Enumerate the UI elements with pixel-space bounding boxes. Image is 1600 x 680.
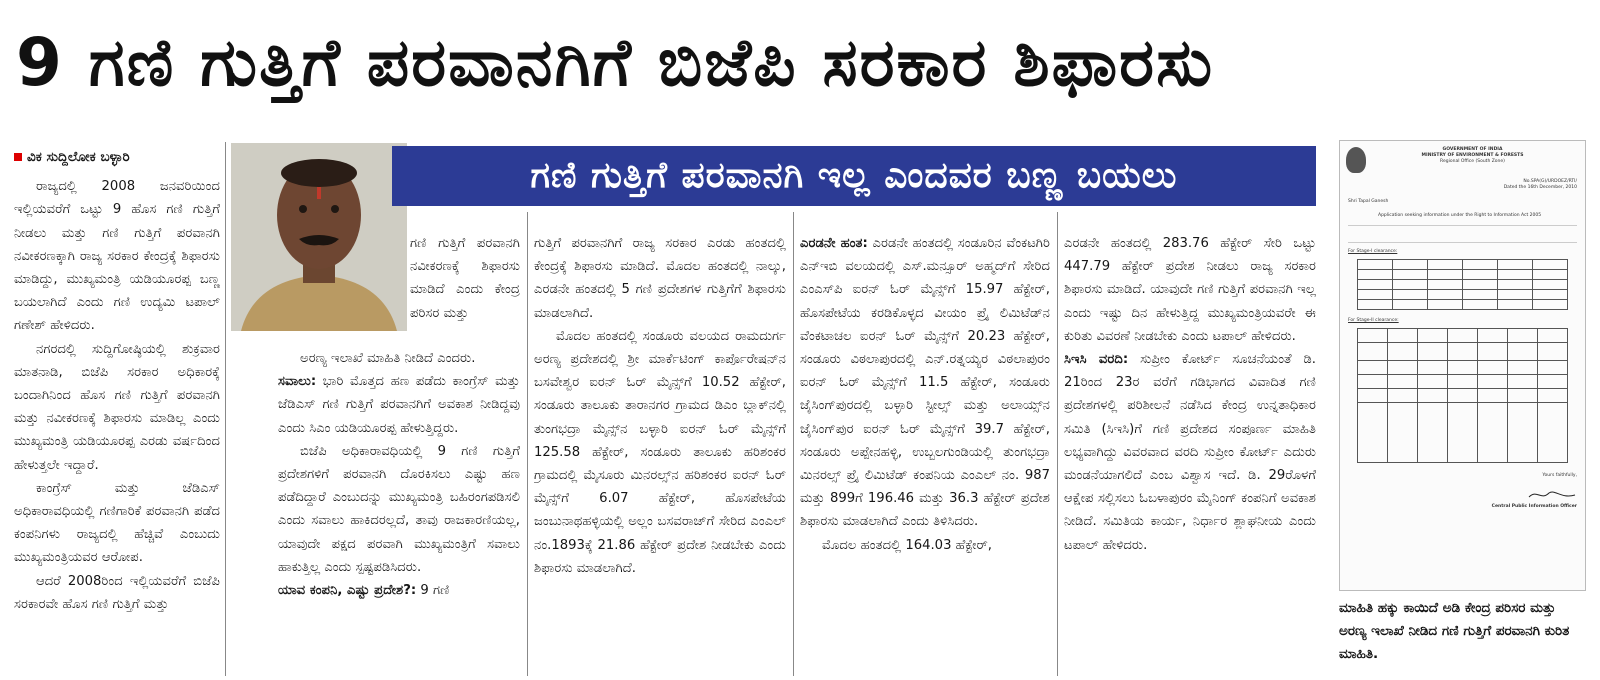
paragraph: ಮೊದಲ ಹಂತದಲ್ಲಿ ಸಂಡೂರು ವಲಯದ ರಾಮದುರ್ಗ ಅರಣ್ಯ ಪ್ರದೇಶದಲ್ಲಿ ಶ್ರೀ ಮಾರ್ಕೆಟಿಂಗ್ ಕಾರ್ಪೊರೇಷನ್‌ನ ಬಸವೇಶ್ವರ ಐರನ್ ಓರ್ ಮೈನ್ಸ್‌ಗೆ 10.52 ಹೆಕ್ಟೇರ್, ಸಂಡೂರು ತಾಲೂಕು ತಾರಾನಗರ ಗ್ರಾಮದ ಡಿಎಂ ಬ್ಲಾಕ್‌ನಲ್ಲಿ ತುಂಗಭದ್ರಾ ಮೈನ್ಸ್‌ನ ಬಳ್ಳಾರಿ ಐರನ್ ಓರ್ ಮೈನ್ಸ್‌ಗೆ 125.58 ಹೆಕ್ಟೇರ್, ಸಂಡೂರು ತಾಲೂಕು ಹರಿಶಂಕರ ಗ್ರಾಮದಲ್ಲಿ ಮೈಸೂರು ಮಿನರಲ್ಸ್‌ನ ಹರಿಶಂಕರ ಐರನ್ ಓರ್ ಮೈನ್ಸ್‌ಗೆ 6.07 ಹೆಕ್ಟೇರ್, ಹೊಸಪೇಟೆಯ ಜಂಬುನಾಥಹಳ್ಳಿಯಲ್ಲಿ ಅಲ್ಲಂ ಬಸವರಾಜ್‌ಗೆ ಸೇರಿದ ಎಂಎಲ್ ನಂ.1893ಕ್ಕೆ 21.86 ಹೆಕ್ಟೇರ್ ಪ್ರದೇಶ ನೀಡಬೇಕು ಎಂದು ಶಿಫಾರಸು ಮಾಡಲಾಗಿದೆ.: [534, 328, 786, 576]
headline: 9 ಗಣಿ ಗುತ್ತಿಗೆ ಪರವಾನಗಿಗೆ ಬಿಜೆಪಿ ಸರಕಾರ ಶಿಫಾರಸು: [16, 24, 1215, 101]
paragraph: ಕಾಂಗ್ರೆಸ್ ಮತ್ತು ಜೆಡಿಎಸ್ ಅಧಿಕಾರಾವಧಿಯಲ್ಲಿ ಗಣಿಗಾರಿಕೆ ಪರವಾನಗಿ ಪಡೆದ ಕಂಪನಿಗಳು ರಾಜ್ಯದಲ್ಲಿ ಹೆಚ್ಚಿವೆ ಎಂಬುದು ಮುಖ್ಯಮಂತ್ರಿಯವರ ಆರೋಪ.: [14, 480, 220, 566]
paragraph: ಆದರೆ 2008ರಿಂದ ಇಲ್ಲಿಯವರೆಗೆ ಬಿಜೆಪಿ ಸರಕಾರವೇ ಹೊಸ ಗಣಿ ಗುತ್ತಿಗೆ ಮತ್ತು: [14, 573, 220, 612]
letter-date: Dated the 16th December, 2010: [1503, 185, 1577, 190]
article-column-1: [14, 146, 220, 676]
letter-title: GOVERNMENT OF INDIA: [1442, 147, 1503, 152]
paragraph: 9 ಗಣಿ: [420, 583, 450, 599]
signature-scribble: [1527, 489, 1577, 501]
subheading: ಸವಾಲು:: [278, 374, 317, 390]
letter-body: [1340, 173, 1585, 516]
column-rule: [793, 212, 794, 676]
article-column-2: [278, 347, 520, 676]
letter-signatory: Central Public Information Officer: [1491, 504, 1577, 509]
paragraph: ಅರಣ್ಯ ಇಲಾಖೆ ಮಾಹಿತಿ ನೀಡಿದೆ ಎಂದರು.: [300, 351, 476, 366]
stage-1-table: [1357, 259, 1568, 310]
letter-subject: Application seeking information under the Right to Information Act 2005: [1378, 213, 1542, 218]
byline: [14, 146, 220, 169]
subheading: ಸಿಇಸಿ ವರದಿ:: [1064, 352, 1129, 368]
paragraph: ಭಾರಿ ಮೊತ್ತದ ಹಣ ಪಡೆದು ಕಾಂಗ್ರೆಸ್ ಮತ್ತು ಜೆಡಿಎಸ್ ಗಣಿ ಗುತ್ತಿಗೆ ಪರವಾನಗಿಗೆ ಅವಕಾಶ ನೀಡಿದ್ದವು ಎಂದು ಸಿಎಂ ಯಡಿಯೂರಪ್ಪ ಹೇಳುತ್ತಿದ್ದರು.: [278, 374, 520, 436]
subheading: ಎರಡನೇ ಹಂತ:: [800, 236, 868, 251]
article-column-2-top: [410, 232, 520, 342]
red-square-icon: [14, 153, 22, 161]
article-column-5: [1064, 232, 1316, 676]
stage-2-table: [1357, 328, 1568, 463]
article-column-4: [800, 232, 1050, 676]
paragraph: ಗಣಿ ಗುತ್ತಿಗೆ ಪರವಾನಗಿ ನವೀಕರಣಕ್ಕೆ ಶಿಫಾರಸು ಮಾಡಿದೆ ಎಂದು ಕೇಂದ್ರ ಪರಿಸರ ಮತ್ತು: [410, 236, 520, 321]
column-rule: [1057, 212, 1058, 676]
image-caption: ಮಾಹಿತಿ ಹಕ್ಕು ಕಾಯಿದೆ ಅಡಿ ಕೇಂದ್ರ ಪರಿಸರ ಮತ್ತು ಅರಣ್ಯ ಇಲಾಖೆ ನೀಡಿದ ಗಣಿ ಗುತ್ತಿಗೆ ಪರವಾನಗಿ ಕುರಿತ ಮಾಹಿತಿ.: [1339, 600, 1570, 662]
paragraph: ಎರಡನೇ ಹಂತದಲ್ಲಿ ಸಂಡೂರಿನ ವೆಂಕಟಗಿರಿ ಎನ್‌ಇಬಿ ವಲಯದಲ್ಲಿ ಎಸ್.ಮನ್ಸೂರ್ ಅಹ್ಮದ್‌ಗೆ ಸೇರಿದ ಎಂಎಸ್‌ಪಿ ಐರನ್ ಓರ್ ಮೈನ್ಸ್‌ಗೆ 15.97 ಹೆಕ್ಟೇರ್, ಹೊಸಪೇಟೆಯ ಕರಡಿಕೊಳ್ಳದ ವೀಯಂ ಪ್ರೈ ಲಿಮಿಟೆಡ್‌ನ ವೆಂಕಟಾಚಲ ಐರನ್ ಓರ್ ಮೈನ್ಸ್‌ಗೆ 20.23 ಹೆಕ್ಟೇರ್, ಸಂಡೂರು ವಿಠಲಾಪುರದಲ್ಲಿ ಎನ್.ರತ್ನಯ್ಯರ ವಿಠಲಾಪುರಂ ಐರನ್ ಓರ್ ಮೈನ್ಸ್‌ಗೆ 11.5 ಹೆಕ್ಟೇರ್, ಸಂಡೂರು ಜೈಸಿಂಗ್‌ಪುರದಲ್ಲಿ ಬಳ್ಳಾರಿ ಸ್ಟೀಲ್ಸ್ ಮತ್ತು ಅಲಾಯ್ಸ್‌ನ ಜೈಸಿಂಗ್‌ಪುರ ಐರನ್ ಓರ್ ಮೈನ್ಸ್‌ಗೆ 39.7 ಹೆಕ್ಟೇರ್, ಸಂಡೂರು ಅಪ್ಪೇನಹಳ್ಳಿ, ಉಬ್ಬಲಗುಂಡಿಯಲ್ಲಿ ತುಂಗಭದ್ರಾ ಮಿನರಲ್ಸ್ ಪ್ರೈ ಲಿಮಿಟೆಡ್ ಕಂಪನಿಯ ಎಂಎಲ್ ನಂ. 987 ಮತ್ತು 899ಗೆ 196.46 ಮತ್ತು 36.3 ಹೆಕ್ಟೇರ್ ಪ್ರದೇಶ ಶಿಫಾರಸು ಮಾಡಲಾಗಿದೆ ಎಂದು ತಿಳಿಸಿದರು.: [800, 236, 1050, 530]
portrait-illustration: [231, 143, 407, 331]
column-rule: [527, 212, 528, 676]
paragraph: ಎರಡನೇ ಹಂತದಲ್ಲಿ 283.76 ಹೆಕ್ಟೇರ್ ಸೇರಿ ಒಟ್ಟು 447.79 ಹೆಕ್ಟೇರ್ ಪ್ರದೇಶ ನೀಡಲು ರಾಜ್ಯ ಸರಕಾರ ಶಿಫಾರಸು ಮಾಡಿದೆ. ಯಾವುದೇ ಗಣಿ ಗುತ್ತಿಗೆ ಪರವಾನಗಿ ಇಲ್ಲ ಎಂದು ಇಷ್ಟು ದಿನ ಹೇಳುತ್ತಿದ್ದ ಮುಖ್ಯಮಂತ್ರಿಯವರೇ ಈ ಕುರಿತು ವಿವರಣೆ ನೀಡಬೇಕು ಎಂದು ಟಪಾಲ್ ಹೇಳಿದರು.: [1064, 236, 1316, 344]
rti-letter-image: [1339, 140, 1586, 591]
letter-to: Shri Tapal Ganesh: [1348, 199, 1389, 204]
letter-office: Regional Office (South Zone): [1440, 159, 1505, 164]
subheading: ಯಾವ ಕಂಪನಿ, ಎಷ್ಟು ಪ್ರದೇಶ?:: [278, 583, 417, 599]
column-rule: [225, 142, 226, 676]
paragraph: ಗುತ್ತಿಗೆ ಪರವಾನಗಿಗೆ ರಾಜ್ಯ ಸರಕಾರ ಎರಡು ಹಂತದಲ್ಲಿ ಕೇಂದ್ರಕ್ಕೆ ಶಿಫಾರಸು ಮಾಡಿದೆ. ಮೊದಲ ಹಂತದಲ್ಲಿ ನಾಲ್ಕು, ಎರಡನೇ ಹಂತದಲ್ಲಿ 5 ಗಣಿ ಪ್ರದೇಶಗಳ ಗುತ್ತಿಗೆಗೆ ಶಿಫಾರಸು ಮಾಡಲಾಗಿದೆ.: [534, 236, 786, 321]
emblem-icon: [1346, 147, 1366, 173]
paragraph: ಬಿಜೆಪಿ ಅಧಿಕಾರಾವಧಿಯಲ್ಲಿ 9 ಗಣಿ ಗುತ್ತಿಗೆ ಪ್ರದೇಶಗಳಿಗೆ ಪರವಾನಗಿ ದೊರಕಿಸಲು ಎಷ್ಟು ಹಣ ಪಡೆದಿದ್ದಾರೆ ಎಂಬುದನ್ನು ಮುಖ್ಯಮಂತ್ರಿ ಬಹಿರಂಗಪಡಿಸಲಿ ಎಂದು ಸವಾಲು ಹಾಕಿದರಲ್ಲದೆ, ತಾವು ರಾಜಕಾರಣಿಯಲ್ಲ, ಯಾವುದೇ ಪಕ್ಷದ ಪರವಾಗಿ ಮುಖ್ಯಮಂತ್ರಿಗೆ ಸವಾಲು ಹಾಕುತ್ತಿಲ್ಲ ಎಂದು ಸ್ಪಷ್ಟಪಡಿಸಿದರು.: [278, 443, 520, 575]
paragraph: ಮೊದಲ ಹಂತದಲ್ಲಿ 164.03 ಹೆಕ್ಟೇರ್,: [822, 537, 992, 553]
portrait-photo: [231, 143, 407, 331]
byline-text: ವಿಕ ಸುದ್ದಿಲೋಕ ಬಳ್ಳಾರಿ: [27, 149, 130, 165]
letter-text-block: [1348, 225, 1577, 243]
paragraph: ಸುಪ್ರೀಂ ಕೋರ್ಟ್ ಸೂಚನೆಯಂತೆ ಡಿ. 21ರಿಂದ 23ರ ವರೆಗೆ ಗಡಿಭಾಗದ ವಿವಾದಿತ ಗಣಿ ಪ್ರದೇಶಗಳಲ್ಲಿ ಪರಿಶೀಲನೆ ನಡೆಸಿದ ಕೇಂದ್ರ ಉನ್ನತಾಧಿಕಾರ ಸಮಿತಿ (ಸಿಇಸಿ)ಗೆ ಗಣಿ ಪ್ರದೇಶದ ಸಂಪೂರ್ಣ ಮಾಹಿತಿ ಲಭ್ಯವಾಗಿದ್ದು ವಿವರವಾದ ವರದಿ ಸುಪ್ರೀಂ ಕೋರ್ಟ್ ಎದುರು ಮಂಡನೆಯಾಗಲಿದೆ ಎಂಬ ವಿಶ್ವಾಸ ಇದೆ. ಡಿ. 29ರೊಳಗೆ ಆಕ್ಷೇಪ ಸಲ್ಲಿಸಲು ಓಬಳಾಪುರಂ ಮೈನಿಂಗ್ ಕಂಪನಿಗೆ ಅವಕಾಶ ನೀಡಿದೆ. ಸಮಿತಿಯ ಕಾರ್ಯ, ನಿರ್ಧಾರ ಶ್ಲಾಘನೀಯ ಎಂದು ಟಪಾಲ್ ಹೇಳಿದರು.: [1064, 352, 1316, 553]
letter-closing: Yours faithfully,: [1542, 473, 1577, 478]
letter-ref: No.SPA(G)/URDOEZ/RTI/: [1523, 179, 1577, 184]
letter-section-1: For Stage-I clearance:: [1348, 249, 1398, 254]
paragraph: ರಾಜ್ಯದಲ್ಲಿ 2008 ಜನವರಿಯಿಂದ ಇಲ್ಲಿಯವರೆಗೆ ಒಟ್ಟು 9 ಹೊಸ ಗಣಿ ಗುತ್ತಿಗೆ ನೀಡಲು ಮತ್ತು ಗಣಿ ಗುತ್ತಿಗೆ ಪರವಾನಗಿ ನವೀಕರಣಕ್ಕಾಗಿ ರಾಜ್ಯ ಸರಕಾರ ಕೇಂದ್ರಕ್ಕೆ ಶಿಫಾರಸು ಮಾಡಿದ್ದು, ಮುಖ್ಯಮಂತ್ರಿ ಯಡಿಯೂರಪ್ಪ ಬಣ್ಣ ಬಯಲಾಗಿದೆ ಎಂದು ಗಣಿ ಉದ್ಯಮಿ ಟಪಾಲ್ ಗಣೇಶ್ ಹೇಳಿದರು.: [14, 179, 220, 334]
subheadline-banner: ಗಣಿ ಗುತ್ತಿಗೆ ಪರವಾನಗಿ ಇಲ್ಲ ಎಂದವರ ಬಣ್ಣ ಬಯಲು: [392, 146, 1316, 206]
letter-header: [1340, 141, 1585, 173]
paragraph: ನಗರದಲ್ಲಿ ಸುದ್ದಿಗೋಷ್ಠಿಯಲ್ಲಿ ಶುಕ್ರವಾರ ಮಾತನಾಡಿ, ಬಿಜೆಪಿ ಸರಕಾರ ಅಧಿಕಾರಕ್ಕೆ ಬಂದಾಗಿನಿಂದ ಹೊಸ ಗಣಿ ಗುತ್ತಿಗೆ ಪರವಾನಗಿ ಮತ್ತು ನವೀಕರಣಕ್ಕೆ ಶಿಫಾರಸು ಮಾಡಿಲ್ಲ ಎಂದು ಮುಖ್ಯಮಂತ್ರಿ ಯಡಿಯೂರಪ್ಪ ಎರಡು ವರ್ಷದಿಂದ ಹೇಳುತ್ತಲೇ ಇದ್ದಾರೆ.: [14, 341, 220, 473]
letter-section-2: For Stage-II clearance:: [1348, 318, 1399, 323]
signature-icon: [1348, 489, 1577, 504]
letter-ministry: MINISTRY OF ENVIRONMENT & FORESTS: [1421, 153, 1524, 158]
article-column-3: [534, 232, 786, 676]
